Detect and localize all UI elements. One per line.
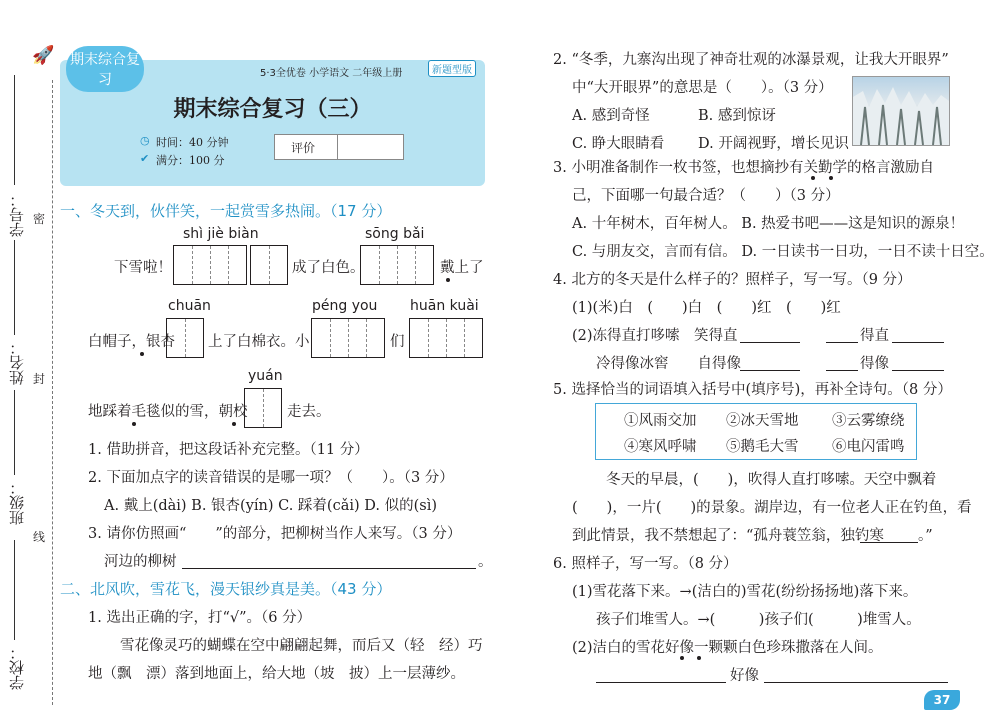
question-5-passage-3: 到此情景，我不禁想起了：“孤舟蓑笠翁，独钓寒: [572, 528, 884, 544]
emphasis-dot: [697, 656, 701, 660]
emphasis-dot: [140, 352, 144, 356]
answer-box-shijie[interactable]: [173, 245, 247, 285]
section-1-question-3-answer-line[interactable]: [182, 568, 476, 569]
question-4-part-3b: 得像: [860, 356, 889, 372]
answer-box-bian[interactable]: [250, 245, 288, 285]
answer-line[interactable]: [596, 682, 726, 683]
question-5-passage-1: 冬天的早晨，( )，吹得人直打哆嗦。天空中飘着: [606, 472, 937, 488]
school-label: 学校：: [8, 645, 26, 690]
question-5-passage-end: 。”: [918, 528, 933, 544]
question-4-part-1: (1)(米)白 ( )白 ( )红 ( )红: [572, 300, 841, 316]
emphasis-dot: [132, 422, 136, 426]
check-icon: ✔: [140, 152, 150, 165]
question-5-passage-2: ( )，一片( )的景象。湖岸边，有一位老人正在钓鱼，看: [572, 500, 972, 516]
section-2-passage-line-2: 地（飘 漂）落到地面上，给大地（坡 披）上一层薄纱。: [88, 666, 465, 682]
class-label: 班级：: [8, 480, 26, 525]
section-2-question-1: 1. 选出正确的字，打“√”。（6 分）: [88, 610, 312, 626]
answer-box-pengyou[interactable]: [311, 318, 385, 358]
word-option-2: ②冰天雪地: [726, 413, 799, 429]
fill-text-1c: 戴上了: [440, 260, 484, 276]
student-id-line: [14, 75, 15, 185]
answer-box-huankuai[interactable]: [409, 318, 483, 358]
binding-dashed-line: [52, 80, 53, 705]
section-1-heading: 一、冬天到，伙伴笑，一起赏雪多热闹。（17 分）: [60, 202, 392, 220]
word-option-5: ⑤鹅毛大雪: [726, 439, 799, 455]
question-3-options-cd: C. 与朋友交，言而有信。 D. 一日读书一日功，一日不读十日空。: [572, 244, 994, 260]
emphasis-dot: [232, 422, 236, 426]
answer-line[interactable]: [740, 370, 800, 371]
question-2-line-1: 2. “冬季，九寨沟出现了神奇壮观的冰瀑景观，让我大开眼界”: [553, 52, 949, 68]
question-6-task-2: (2)洁白的雪花好像一颗颗白色珍珠撒落在人间。: [572, 640, 883, 656]
question-4: 4. 北方的冬天是什么样子的？照样子，写一写。（9 分）: [553, 272, 912, 288]
evaluation-label: 评价: [291, 141, 316, 155]
edition-tag: 新题型版: [428, 60, 476, 77]
fill-text-2a: 白帽子，银杏: [88, 334, 175, 350]
word-option-1: ①风雨交加: [624, 413, 697, 429]
word-option-3: ③云雾缭绕: [832, 413, 905, 429]
question-3-line-1: 3. 小明准备制作一枚书签，也想摘抄有关勤学的格言激励自: [553, 160, 934, 176]
question-5: 5. 选择恰当的词语填入括号中(填序号)，再补全诗句。（8 分）: [553, 382, 952, 398]
emphasis-dot: [829, 176, 833, 180]
pinyin-yuan: yuán: [248, 368, 283, 384]
class-line: [14, 390, 15, 475]
pinyin-shijie-bian: shì jiè biàn: [183, 226, 259, 242]
answer-box-yuan[interactable]: [244, 388, 282, 428]
fill-text-3b: 走去。: [287, 404, 331, 420]
section-1-question-2-options: A. 戴上(dài) B. 银杏(yín) C. 踩着(cǎi) D. 似的(sì): [104, 498, 437, 514]
answer-box-songbai[interactable]: [360, 245, 434, 285]
question-6-task-2-prompt: 好像: [730, 668, 759, 684]
question-4-part-3a: 冷得像冰窖 自得像: [596, 356, 741, 372]
fill-text-2c: 们: [390, 334, 405, 350]
pinyin-pengyou: péng you: [312, 298, 378, 314]
section-1-question-1: 1. 借助拼音，把这段话补充完整。（11 分）: [88, 442, 369, 458]
word-options-box: [595, 403, 917, 460]
poem-answer-line[interactable]: [860, 542, 918, 543]
pinyin-chuan: chuān: [168, 298, 211, 314]
clock-icon: ◷: [140, 134, 150, 147]
name-line: [14, 240, 15, 335]
series-info: 5·3全优卷 小学语文 二年级上册: [260, 68, 403, 79]
seal-mi: 密: [33, 212, 46, 226]
question-6-task-1: 孩子们堆雪人。→( )孩子们( )堆雪人。: [596, 612, 921, 628]
section-2-passage-line-1: 雪花像灵巧的蝴蝶在空中翩翩起舞，而后又（轻 经）巧: [120, 638, 483, 654]
answer-line[interactable]: [826, 370, 858, 371]
fill-text-2b: 上了白棉衣。小: [208, 334, 310, 350]
fill-text-3a: 地踩着毛毯似的雪，朝校: [88, 404, 248, 420]
rocket-icon: 🚀: [32, 45, 55, 66]
word-option-4: ④寒风呼啸: [624, 439, 697, 455]
question-4-part-2b: 得直: [860, 328, 889, 344]
question-2-option-c: C. 睁大眼睛看: [572, 136, 665, 152]
question-2-option-b: B. 感到惊讶: [698, 108, 776, 124]
answer-line[interactable]: [764, 682, 948, 683]
answer-line[interactable]: [892, 342, 944, 343]
question-2-option-d: D. 开阔视野，增长见识: [698, 136, 849, 152]
answer-line[interactable]: [740, 342, 800, 343]
question-2-option-a: A. 感到奇怪: [572, 108, 650, 124]
emphasis-dot: [446, 278, 450, 282]
page-number: 37: [924, 690, 960, 710]
answer-line[interactable]: [892, 370, 944, 371]
question-6: 6. 照样子，写一写。（8 分）: [553, 556, 738, 572]
answer-line[interactable]: [826, 342, 858, 343]
fill-text-1a: 下雪啦！: [114, 260, 172, 276]
word-option-6: ⑥电闪雷鸣: [832, 439, 905, 455]
pinyin-songbai: sōng bǎi: [365, 226, 425, 242]
section-1-question-3: 3. 请你仿照画“ ”的部分，把柳树当作人来写。（3 分）: [88, 526, 462, 542]
section-1-question-3-prompt: 河边的柳树: [104, 554, 177, 570]
page-title: 期末综合复习（三）: [173, 97, 372, 122]
student-id-label: 学号：: [8, 192, 26, 237]
full-score: 满分：100 分: [156, 154, 225, 167]
ice-waterfall-photo: [852, 76, 950, 146]
section-1-question-3-end: 。: [478, 554, 493, 570]
question-2-line-2: 中“大开眼界”的意思是（ ）。（3 分）: [572, 80, 833, 96]
question-3-line-2: 己，下面哪一句最合适？（ ）（3 分）: [572, 188, 840, 204]
time-limit: 时间：40 分钟: [156, 136, 229, 149]
emphasis-dot: [680, 656, 684, 660]
section-1-question-2: 2. 下面加点字的读音错误的是哪一项？（ ）。（3 分）: [88, 470, 454, 486]
section-2-heading: 二、北风吹，雪花飞，漫天银纱真是美。（43 分）: [60, 580, 392, 598]
question-3-options-ab: A. 十年树木，百年树人。 B. 热爱书吧——这是知识的源泉！: [572, 216, 965, 232]
emphasis-dot: [811, 176, 815, 180]
question-6-example: (1)雪花落下来。→(洁白的)雪花(纷纷扬扬地)落下来。: [572, 584, 918, 600]
evaluation-box[interactable]: [274, 134, 404, 160]
seal-xian: 线: [33, 530, 46, 544]
pinyin-huankuai: huān kuài: [410, 298, 479, 314]
evaluation-divider: [337, 135, 338, 159]
school-line: [14, 540, 15, 640]
seal-feng: 封: [33, 372, 46, 386]
worksheet-header: [60, 52, 485, 186]
name-label: 姓名：: [8, 340, 26, 385]
review-badge: 期末综合复习: [66, 46, 144, 92]
question-4-part-2a: (2)冻得直打哆嗦 笑得直: [572, 328, 738, 344]
fill-text-1b: 成了白色。: [292, 260, 365, 276]
answer-box-chuan[interactable]: [166, 318, 204, 358]
